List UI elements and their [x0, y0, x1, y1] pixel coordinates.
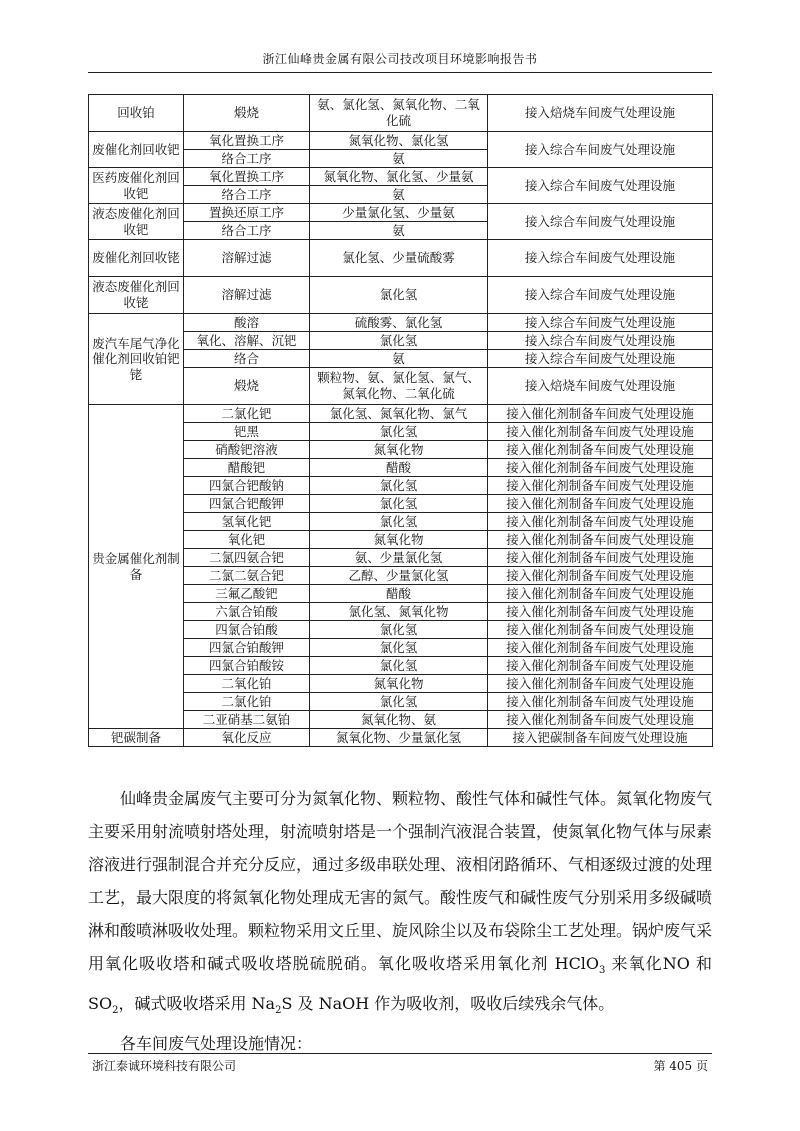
cell-treatment: 接入催化剂制备车间废气处理设施 — [488, 441, 713, 459]
cell-treatment: 接入催化剂制备车间废气处理设施 — [488, 621, 713, 639]
table-row — [89, 204, 713, 222]
cell-treatment: 接入综合车间废气处理设施 — [488, 240, 713, 277]
cell-treatment: 接入催化剂制备车间废气处理设施 — [488, 495, 713, 513]
cell-process: 二氧化铂 — [184, 675, 310, 693]
cell-treatment: 接入催化剂制备车间废气处理设施 — [488, 639, 713, 657]
header-rule — [88, 72, 712, 73]
cell-pollutant: 氯化氢 — [310, 277, 488, 314]
cell-pollutant: 氮氧化物、少量氯化氢 — [310, 729, 488, 747]
cell-treatment: 接入钯碳制备车间废气处理设施 — [488, 729, 713, 747]
cell-pollutant: 少量氯化氢、少量氨 — [310, 204, 488, 222]
cell-process: 氧化、溶解、沉钯 — [184, 332, 310, 350]
cell-pollutant: 氯化氢 — [310, 513, 488, 531]
cell-process: 二氯四氨合钯 — [184, 549, 310, 567]
cell-pollutant: 醋酸 — [310, 459, 488, 477]
cell-pollutant: 氯化氢 — [310, 693, 488, 711]
cell-treatment: 接入综合车间废气处理设施 — [488, 168, 713, 204]
table-row — [89, 95, 713, 132]
cell-treatment: 接入催化剂制备车间废气处理设施 — [488, 459, 713, 477]
cell-process: 置换还原工序 — [184, 204, 310, 222]
cell-pollutant: 氯化氢 — [310, 423, 488, 441]
table-row — [89, 314, 713, 332]
waste-gas-table — [88, 94, 713, 747]
footer-page-number: 第 405 页 — [653, 1059, 708, 1073]
cell-process: 煅烧 — [184, 368, 310, 405]
cell-treatment: 接入综合车间废气处理设施 — [488, 350, 713, 368]
subscript-so2: 2 — [112, 1005, 119, 1017]
cell-pollutant: 氯化氢、氮氧化物、氯气 — [310, 405, 488, 423]
cell-category: 钯碳制备 — [89, 729, 184, 747]
cell-category: 废汽车尾气净化催化剂回收铂钯铑 — [89, 314, 184, 405]
cell-treatment: 接入催化剂制备车间废气处理设施 — [488, 603, 713, 621]
cell-pollutant: 氨 — [310, 222, 488, 240]
cell-pollutant: 氨、少量氯化氢 — [310, 549, 488, 567]
cell-treatment: 接入焙烧车间废气处理设施 — [488, 368, 713, 405]
cell-process: 络合 — [184, 350, 310, 368]
body-paragraph-1-part-c: ，碱式吸收塔采用 Na — [118, 994, 276, 1014]
table-row — [89, 132, 713, 150]
table-row — [89, 277, 713, 314]
cell-treatment: 接入催化剂制备车间废气处理设施 — [488, 585, 713, 603]
cell-treatment: 接入催化剂制备车间废气处理设施 — [488, 675, 713, 693]
cell-process: 溶解过滤 — [184, 277, 310, 314]
table-row — [89, 405, 713, 423]
cell-process: 四氯合钯酸钾 — [184, 495, 310, 513]
cell-category: 液态废催化剂回收钯 — [89, 204, 184, 240]
cell-pollutant: 氮氧化物 — [310, 441, 488, 459]
cell-process: 二氯二氨合钯 — [184, 567, 310, 585]
cell-process: 酸溶 — [184, 314, 310, 332]
cell-category: 回收铂 — [89, 95, 184, 132]
cell-treatment: 接入催化剂制备车间废气处理设施 — [488, 549, 713, 567]
cell-pollutant: 醋酸 — [310, 585, 488, 603]
cell-category: 贵金属催化剂制备 — [89, 405, 184, 729]
cell-category: 液态废催化剂回收铑 — [89, 277, 184, 314]
cell-process: 溶解过滤 — [184, 240, 310, 277]
cell-category: 医药废催化剂回收钯 — [89, 168, 184, 204]
body-paragraph-1 — [88, 782, 712, 1027]
cell-pollutant: 氯化氢 — [310, 639, 488, 657]
cell-treatment: 接入焙烧车间废气处理设施 — [488, 95, 713, 132]
cell-process: 二亚硝基二氨铂 — [184, 711, 310, 729]
cell-pollutant: 氮氧化物、氯化氢 — [310, 132, 488, 150]
cell-process: 四氯合钯酸钠 — [184, 477, 310, 495]
table-row — [89, 729, 713, 747]
cell-treatment: 接入催化剂制备车间废气处理设施 — [488, 477, 713, 495]
cell-process: 氧化置换工序 — [184, 132, 310, 150]
cell-pollutant: 颗粒物、氨、氯化氢、氯气、氮氧化物、二氧化硫 — [310, 368, 488, 405]
cell-process: 二氯化钯 — [184, 405, 310, 423]
cell-process: 络合工序 — [184, 186, 310, 204]
cell-process: 氢氧化钯 — [184, 513, 310, 531]
cell-process: 氧化置换工序 — [184, 168, 310, 186]
cell-treatment: 接入综合车间废气处理设施 — [488, 332, 713, 350]
cell-treatment: 接入催化剂制备车间废气处理设施 — [488, 423, 713, 441]
cell-process: 四氯合铂酸铵 — [184, 657, 310, 675]
cell-pollutant: 氨 — [310, 186, 488, 204]
cell-pollutant: 氯化氢 — [310, 621, 488, 639]
cell-pollutant: 氯化氢、氮氧化物 — [310, 603, 488, 621]
table-row — [89, 168, 713, 186]
cell-process: 二氯化铂 — [184, 693, 310, 711]
cell-pollutant: 氯化氢、少量硫酸雾 — [310, 240, 488, 277]
cell-category: 废催化剂回收铑 — [89, 240, 184, 277]
cell-process: 钯黑 — [184, 423, 310, 441]
subscript-na2s: 2 — [275, 1005, 282, 1017]
body-paragraph-1-part-d: S 及 NaOH 作为吸收剂，吸收后续残余气体。 — [281, 994, 615, 1014]
page-header-title: 浙江仙峰贵金属有限公司技改项目环境影响报告书 — [262, 52, 538, 66]
cell-category: 废催化剂回收钯 — [89, 132, 184, 168]
cell-process: 络合工序 — [184, 222, 310, 240]
cell-treatment: 接入综合车间废气处理设施 — [488, 132, 713, 168]
cell-process: 络合工序 — [184, 150, 310, 168]
cell-process: 四氯合铂酸钾 — [184, 639, 310, 657]
footer-company: 浙江泰诚环境科技有限公司 — [92, 1059, 237, 1073]
cell-pollutant: 氮氧化物、氯化氢、少量氨 — [310, 168, 488, 186]
cell-treatment: 接入综合车间废气处理设施 — [488, 314, 713, 332]
cell-treatment: 接入综合车间废气处理设施 — [488, 277, 713, 314]
cell-process: 四氯合铂酸 — [184, 621, 310, 639]
cell-treatment: 接入催化剂制备车间废气处理设施 — [488, 693, 713, 711]
cell-treatment: 接入催化剂制备车间废气处理设施 — [488, 513, 713, 531]
cell-pollutant: 氯化氢 — [310, 332, 488, 350]
cell-process: 醋酸钯 — [184, 459, 310, 477]
cell-pollutant: 硫酸雾、氯化氢 — [310, 314, 488, 332]
cell-treatment: 接入催化剂制备车间废气处理设施 — [488, 405, 713, 423]
subscript-hclo3: 3 — [599, 965, 606, 977]
cell-pollutant: 氮氧化物 — [310, 531, 488, 549]
cell-pollutant: 氯化氢 — [310, 477, 488, 495]
cell-treatment: 接入催化剂制备车间废气处理设施 — [488, 657, 713, 675]
cell-pollutant: 氯化氢 — [310, 657, 488, 675]
cell-process: 硝酸钯溶液 — [184, 441, 310, 459]
cell-pollutant: 氮氧化物 — [310, 675, 488, 693]
waste-gas-table-body — [89, 95, 713, 747]
cell-treatment: 接入综合车间废气处理设施 — [488, 204, 713, 240]
cell-process: 氧化钯 — [184, 531, 310, 549]
cell-treatment: 接入催化剂制备车间废气处理设施 — [488, 531, 713, 549]
cell-treatment: 接入催化剂制备车间废气处理设施 — [488, 711, 713, 729]
cell-process: 六氯合铂酸 — [184, 603, 310, 621]
body-paragraph-1-part-a: 仙峰贵金属废气主要可分为氮氧化物、颗粒物、酸性气体和碱性气体。氮氧化物废气主要采用射流喷射塔处理，射流喷射塔是一个强制汽液混合装置，使氮氧化物气体与尿素溶液进行强制混合并充分反应，通过多级串联处理、液相闭路循环、气相逐级过渡的处理工艺，最大限度的将氮氧化物处理成无害的氮气。酸性废气和碱性废气分别采用多级碱喷淋和酸喷淋吸收处理。颗粒物采用文丘里、旋风除尘以及布袋除尘工艺处理。锅炉废气采用氧化吸收塔和碱式吸收塔脱硫脱硝。氧化吸收塔采用氧化剂 HClO — [88, 789, 713, 973]
cell-pollutant: 氮氧化物、氨 — [310, 711, 488, 729]
table-row — [89, 240, 713, 277]
cell-process: 煅烧 — [184, 95, 310, 132]
cell-process: 三氟乙酸钯 — [184, 585, 310, 603]
cell-pollutant: 氨 — [310, 350, 488, 368]
body-text — [88, 782, 712, 1060]
cell-pollutant: 氨、氯化氢、氮氧化物、二氧化硫 — [310, 95, 488, 132]
cell-pollutant: 乙醇、少量氯化氢 — [310, 567, 488, 585]
cell-pollutant: 氨 — [310, 150, 488, 168]
footer-rule — [88, 1053, 712, 1054]
cell-treatment: 接入催化剂制备车间废气处理设施 — [488, 567, 713, 585]
cell-pollutant: 氯化氢 — [310, 495, 488, 513]
body-paragraph-2: 各车间废气处理设施情况： — [120, 1034, 313, 1054]
cell-process: 氧化反应 — [184, 729, 310, 747]
body-paragraph-1-part-b: 来氧化NO 和 SO — [88, 954, 712, 1014]
